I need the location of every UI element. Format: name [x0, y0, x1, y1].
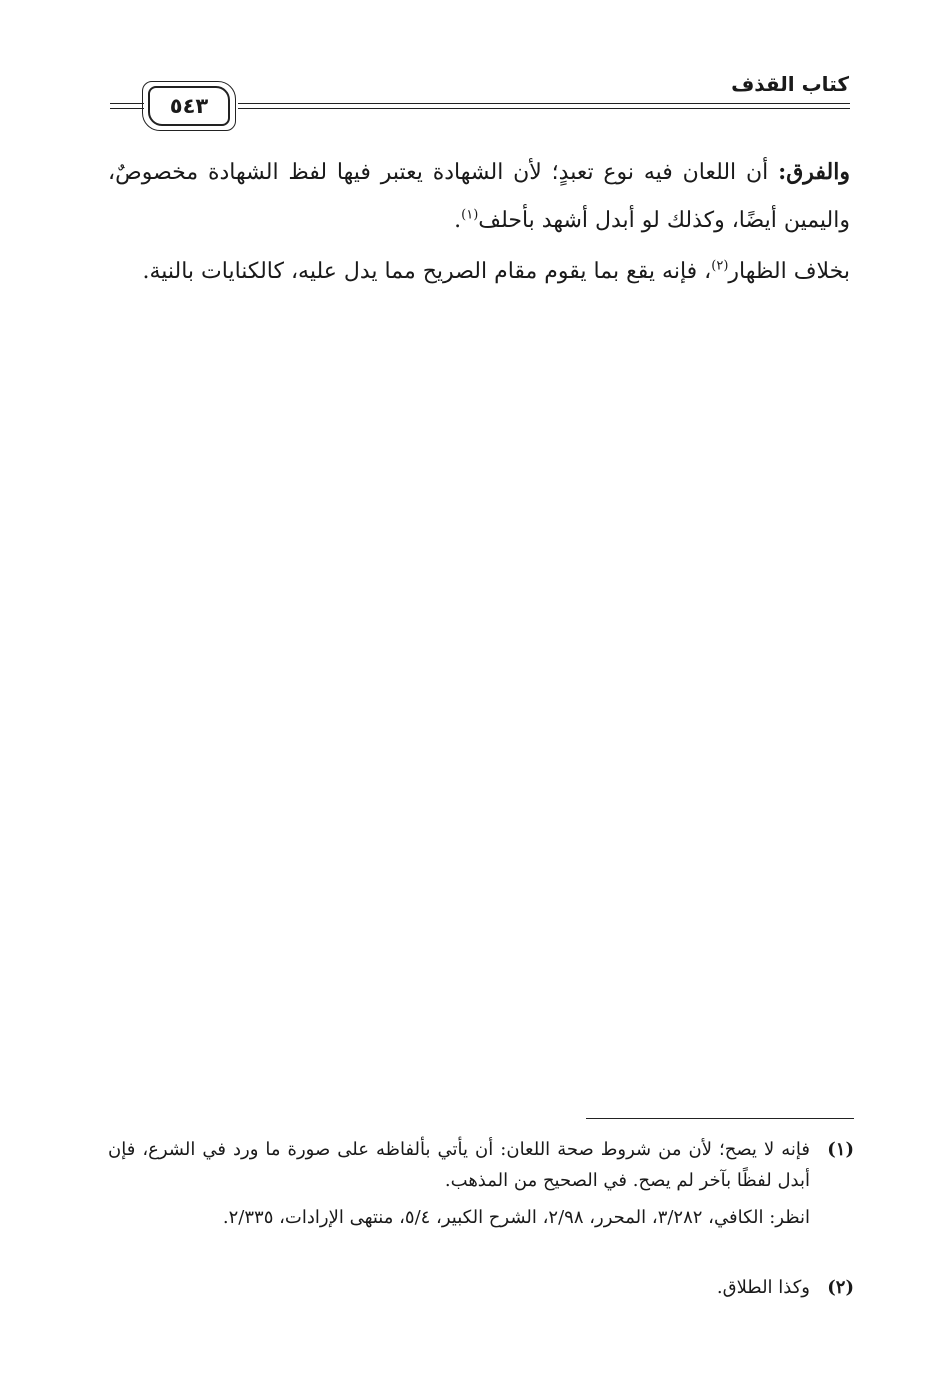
paragraph-text-continued: ، فإنه يقع بما يقوم مقام الصريح مما يدل عليه، كالكنايات بالنية. [142, 259, 712, 284]
footnote-body [108, 1134, 810, 1233]
footnote-body [108, 1272, 810, 1303]
paragraph-end: . [454, 208, 462, 233]
paragraph-text: أن اللعان فيه نوع تعبدٍ؛ لأن الشهادة يعتبر فيها لفظ الشهادة مخصوصٌ، واليمين أيضًا، وكذلك لو أبدل أشهد بأحلف [108, 160, 850, 233]
paragraph-difference [108, 148, 850, 245]
footnote-line: فإنه لا يصح؛ لأن من شروط صحة اللعان: أن يأتي بألفاظه على صورة ما ورد في الشرع، فإن أبدل لفظًا بآخر لم يصح. في الصحيح من المذهب. [108, 1139, 810, 1191]
header-rule-left-bottom [110, 108, 144, 109]
page-number-badge [148, 86, 230, 126]
paragraph-text: بخلاف الظهار [728, 259, 850, 284]
footnote-separator [586, 1118, 854, 1119]
paragraph-zihar [108, 248, 850, 296]
footnote-number: (١) [827, 1139, 854, 1160]
header-rule-right-top [238, 103, 850, 104]
chapter-title: كتاب القذف [731, 72, 849, 96]
paragraph-lead-word: والفرق: [778, 159, 850, 185]
header-rule-left-top [110, 103, 144, 104]
footnote-1 [108, 1134, 854, 1233]
footnote-2 [108, 1272, 854, 1303]
page-number: ٥٤٣ [169, 94, 209, 118]
footnote-line: انظر: الكافي، ٣/٢٨٢، المحرر، ٢/٩٨، الشرح الكبير، ٥/٤، منتهى الإرادات، ٢/٣٣٥. [222, 1207, 810, 1228]
footnote-line: وكذا الطلاق. [716, 1277, 810, 1298]
header-rule-right-bottom [238, 108, 850, 109]
footnote-ref-1[interactable]: (١) [461, 207, 479, 223]
footnote-ref-2[interactable]: (٢) [711, 258, 729, 274]
footnote-number: (٢) [827, 1277, 854, 1298]
